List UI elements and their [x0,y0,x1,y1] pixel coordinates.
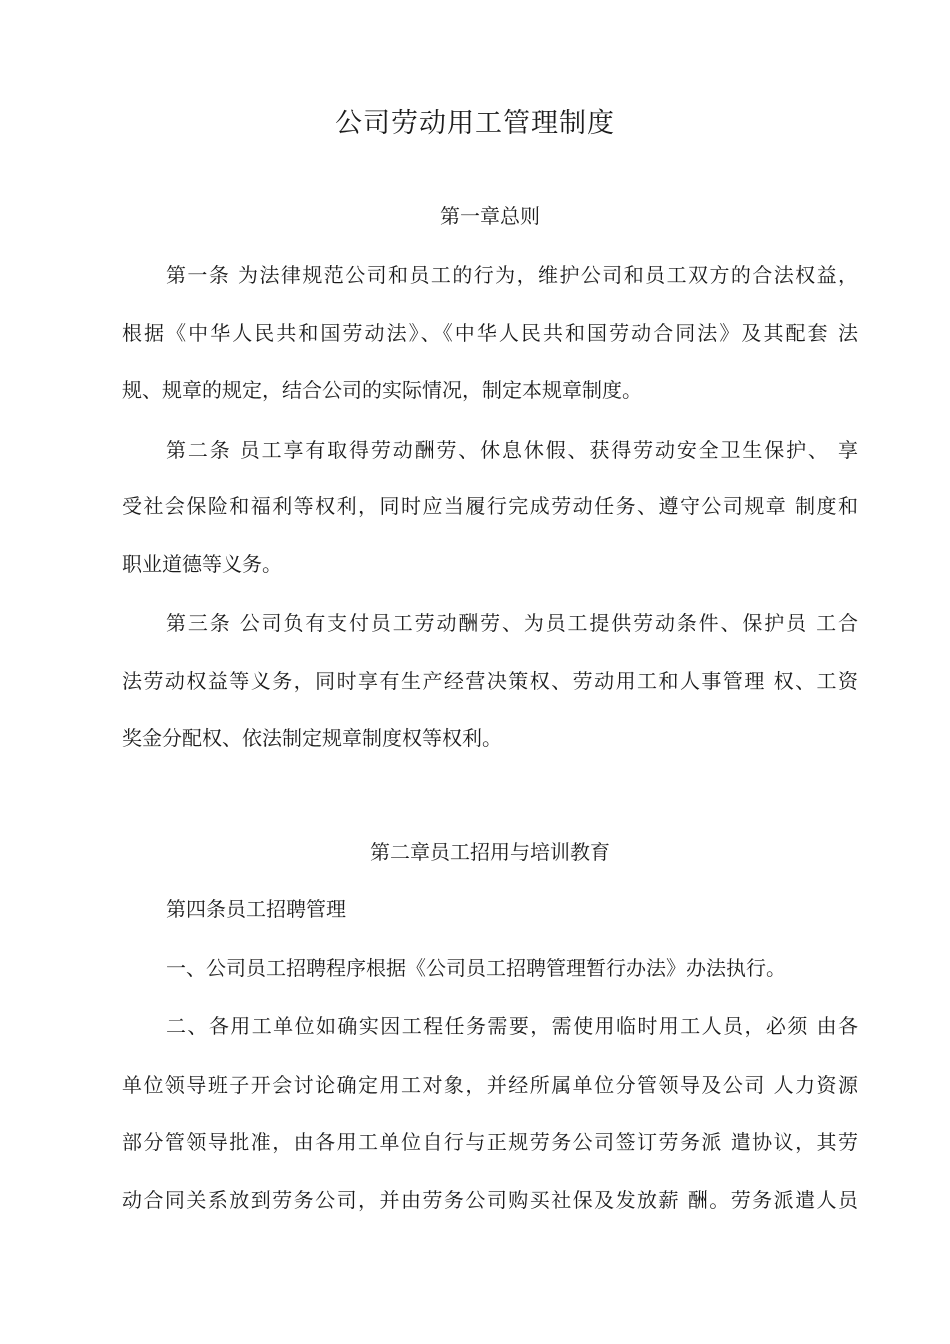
article-3-line-3: 奖金分配权、依法制定规章制度权等权利。 [122,726,502,750]
article-1-line-2: 根据《中华人民共和国劳动法》、《中华人民共和国劳动合同法》及其配套 法 [122,321,858,345]
article-3-line-1: 第三条 公司负有支付员工劳动酬劳、为员工提供劳动条件、保护员 工合 [166,611,858,635]
article-1-line-3: 规、规章的规定，结合公司的实际情况，制定本规章制度。 [122,378,642,402]
item-2-line-4: 动合同关系放到劳务公司，并由劳务公司购买社保及发放薪 酬。劳务派遣人员 [122,1188,858,1212]
item-2-line-3: 部分管领导批准，由各用工单位自行与正规劳务公司签订劳务派 遣协议，其劳 [122,1130,858,1154]
article-2-line-3: 职业道德等义务。 [122,552,282,576]
article-4-title: 第四条员工招聘管理 [166,897,346,921]
chapter-2-heading: 第二章员工招用与培训教育 [370,840,610,864]
item-1-line-1: 一、公司员工招聘程序根据《公司员工招聘管理暂行办法》办法执行。 [166,956,786,980]
article-2-line-2: 受社会保险和福利等权利，同时应当履行完成劳动任务、遵守公司规章 制度和 [122,494,858,518]
document-title: 公司劳动用工管理制度 [335,108,615,139]
item-2-line-1: 二、各用工单位如确实因工程任务需要，需使用临时用工人员，必须 由各 [166,1014,858,1038]
chapter-1-heading: 第一章总则 [440,204,540,228]
article-3-line-2: 法劳动权益等义务，同时享有生产经营决策权、劳动用工和人事管理 权、工资 [122,669,858,693]
article-2-line-1: 第二条 员工享有取得劳动酬劳、休息休假、获得劳动安全卫生保护、 享 [166,438,858,462]
item-2-line-2: 单位领导班子开会讨论确定用工对象，并经所属单位分管领导及公司 人力资源 [122,1073,858,1097]
article-1-line-1: 第一条 为法律规范公司和员工的行为，维护公司和员工双方的合法权益， [166,263,858,287]
